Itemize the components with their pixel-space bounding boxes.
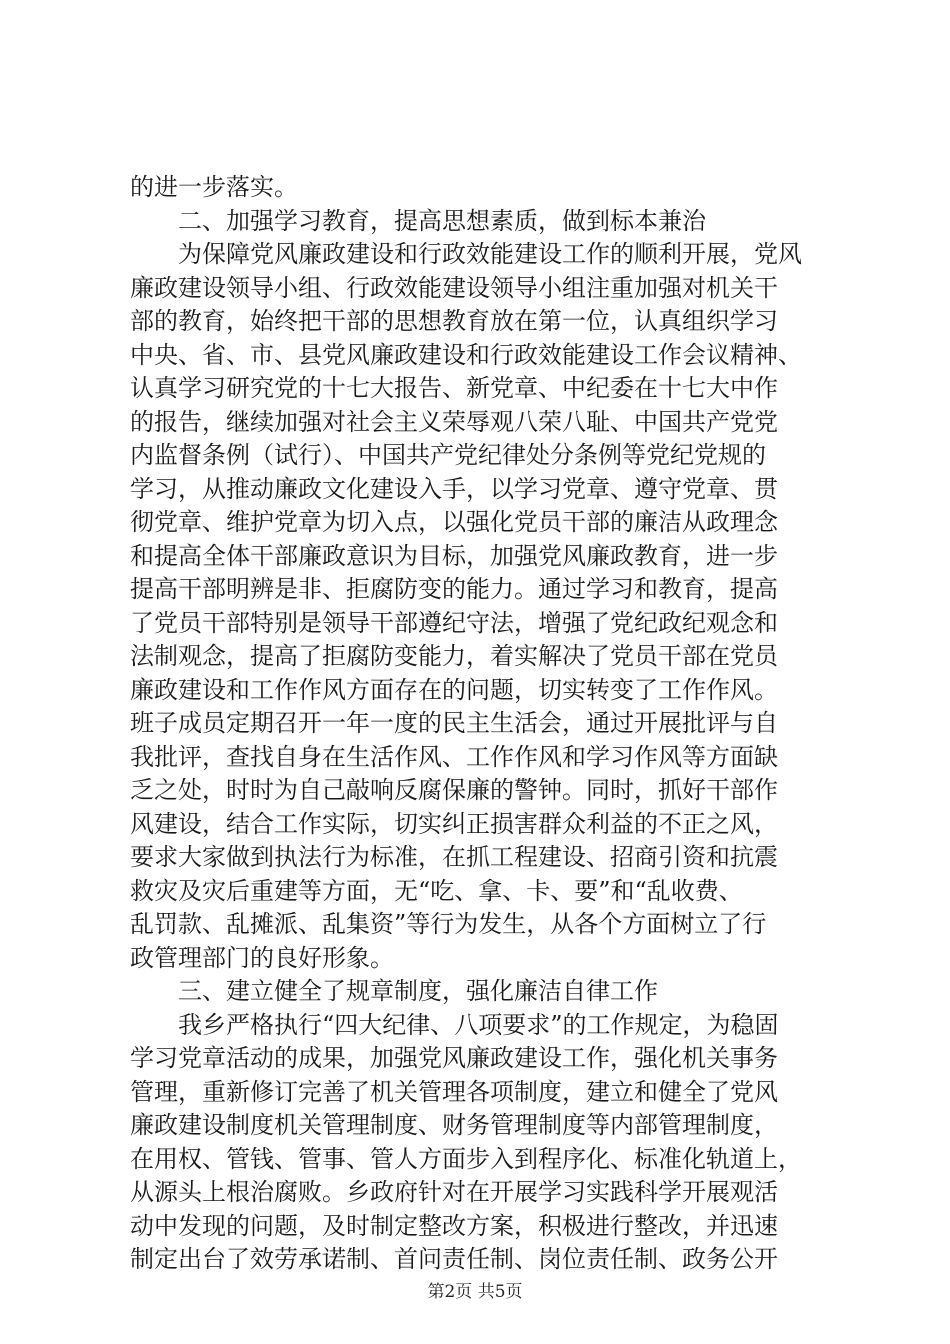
text-line: 动中发现的问题，及时制定整改方案，积极进行整改，并迅速	[130, 1211, 778, 1240]
text-line: 三、建立健全了规章制度，强化廉洁自律工作	[130, 977, 658, 1005]
text-line: 彻党章、维护党章为切入点，以强化党员干部的廉洁从政理念	[130, 508, 778, 536]
text-line: 法制观念，提高了拒腐防变能力，着实解决了党员干部在党员	[130, 642, 778, 670]
text-line: 提高干部明辨是非、拒腐防变的能力。通过学习和教育，提高	[130, 575, 778, 603]
text-line: 乱罚款、乱摊派、乱集资”等行为发生，从各个方面树立了行	[130, 910, 767, 938]
text-line: 从源头上根治腐败。乡政府针对在开展学习实践科学开展观活	[130, 1178, 778, 1206]
text-line: 廉政建设制度机关管理制度、财务管理制度等内部管理制度，	[130, 1111, 778, 1139]
text-line: 乏之处，时时为自己敲响反腐保廉的警钟。同时，抓好干部作	[130, 776, 778, 804]
text-line: 风建设，结合工作实际，切实纠正损害群众利益的不正之风，	[130, 809, 778, 838]
text-line: 班子成员定期召开一年一度的民主生活会，通过开展批评与自	[130, 709, 778, 737]
text-line: 管理，重新修订完善了机关管理各项制度，建立和健全了党风	[130, 1077, 778, 1106]
text-line: 救灾及灾后重建等方面，无“吃、拿、卡、要”和“乱收费、	[130, 876, 743, 905]
text-line: 的进一步落实。	[130, 173, 298, 201]
text-line: 内监督条例（试行）、中国共产党纪律处分条例等党纪党规的	[130, 441, 766, 469]
text-line: 的报告，继续加强对社会主义荣辱观八荣八耻、中国共产党党	[130, 407, 778, 436]
text-line: 我批评，查找自身在生活作风、工作作风和学习作风等方面缺	[130, 742, 778, 771]
text-line: 要求大家做到执法行为标准，在抓工程建设、招商引资和抗震	[130, 843, 778, 871]
text-line: 认真学习研究党的十七大报告、新党章、中纪委在十七大中作	[130, 374, 778, 402]
text-line: 在用权、管钱、管事、管人方面步入到程序化、标准化轨道上，	[130, 1144, 802, 1173]
text-line: 廉政建设领导小组、行政效能建设领导小组注重加强对机关干	[130, 273, 778, 302]
text-line: 制定出台了效劳承诺制、首问责任制、岗位责任制、政务公开	[130, 1245, 778, 1273]
text-line: 部的教育，始终把干部的思想教育放在第一位，认真组织学习	[130, 307, 778, 335]
text-line: 我乡严格执行“四大纪律、八项要求”的工作规定，为稳固	[130, 1010, 779, 1039]
text-line: 廉政建设和工作作风方面存在的问题，切实转变了工作作风。	[130, 675, 778, 704]
text-line: 和提高全体干部廉政意识为目标，加强党风廉政教育，进一步	[130, 541, 778, 570]
text-line: 政管理部门的良好形象。	[130, 943, 394, 972]
page-footer: 第2页 共5页	[427, 1282, 523, 1302]
text-line: 了党员干部特别是领导干部遵纪守法，增强了党纪政纪观念和	[130, 608, 778, 637]
text-line: 二、加强学习教育，提高思想素质，做到标本兼治	[130, 206, 706, 235]
document-body	[130, 171, 825, 1277]
text-line: 学习，从推动廉政文化建设入手，以学习党章、遵守党章、贯	[130, 474, 778, 503]
text-line: 为保障党风廉政建设和行政效能建设工作的顺利开展，党风	[130, 240, 802, 268]
text-line: 中央、省、市、县党风廉政建设和行政效能建设工作会议精神、	[130, 340, 802, 369]
text-line: 学习党章活动的成果，加强党风廉政建设工作，强化机关事务	[130, 1044, 778, 1072]
